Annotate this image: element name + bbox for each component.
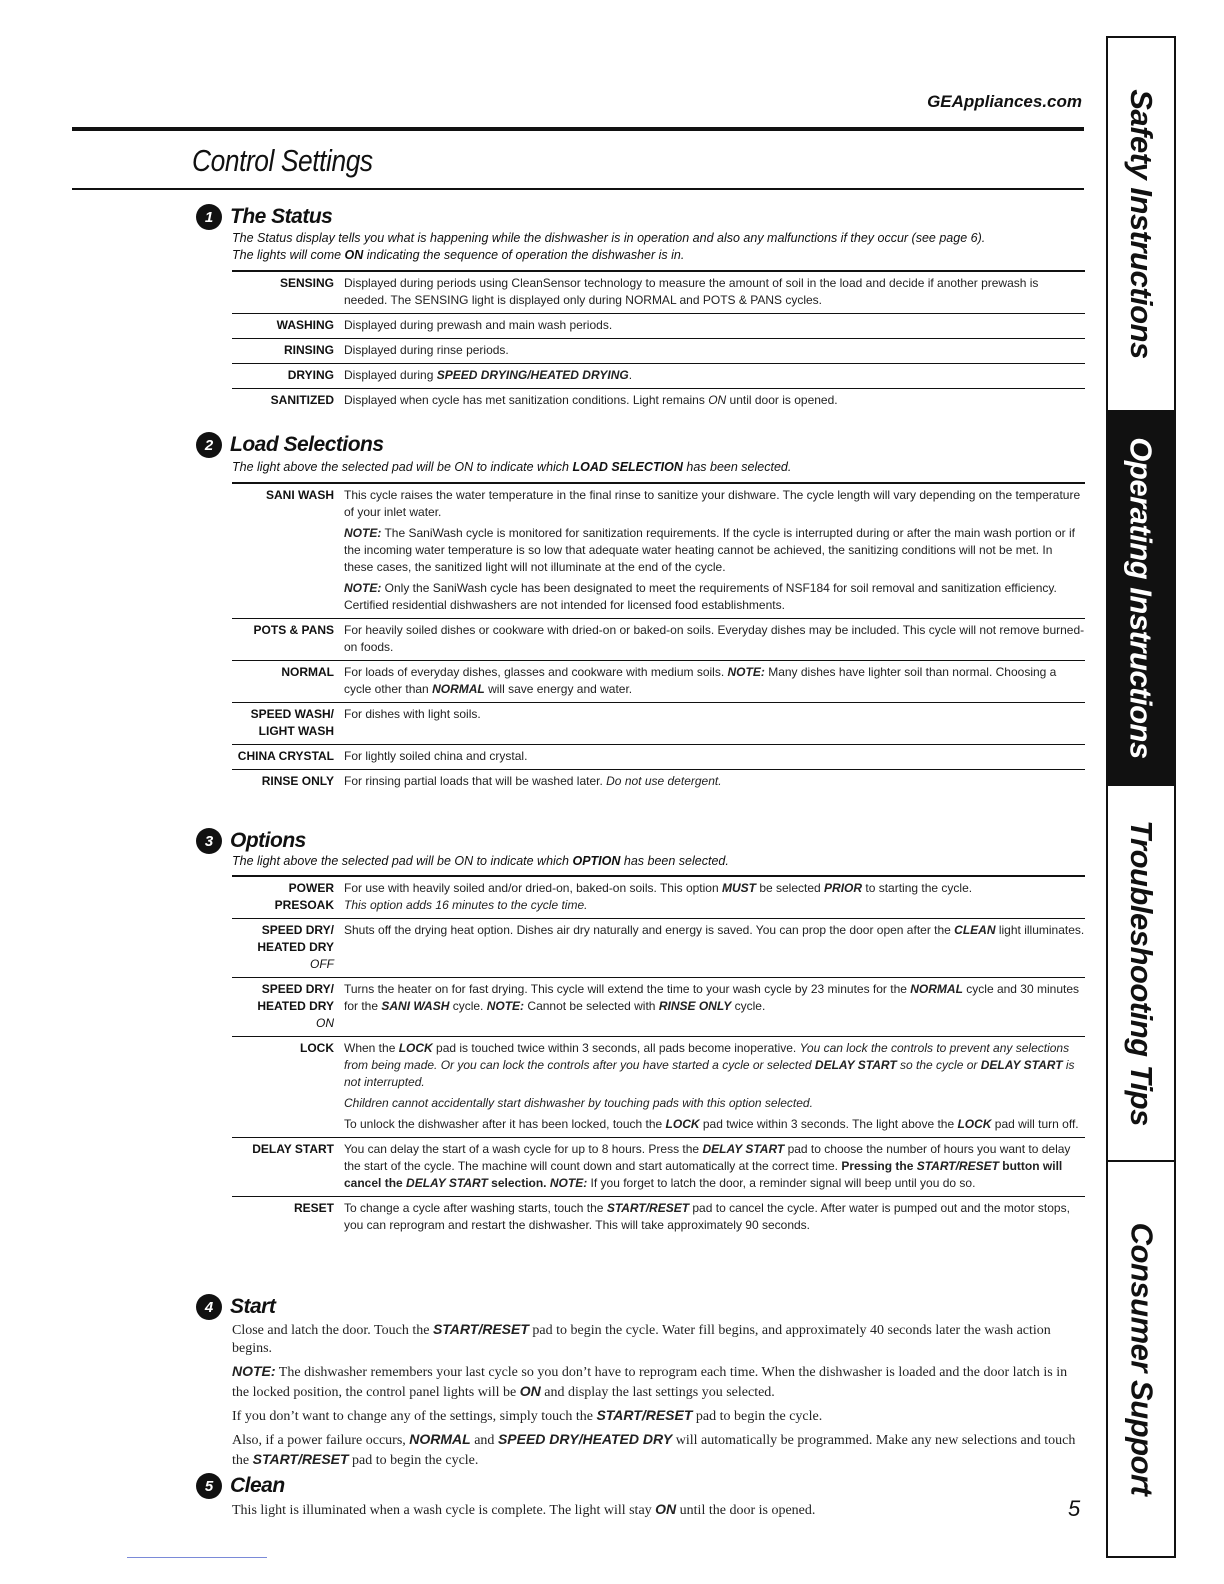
table-row: POWER PRESOAK For use with heavily soiled and/or dried-on, baked-on soils. This option MUST be selected PRIOR to starting the cycle. This option adds 16 minutes to the cycle time. <box>232 875 1085 918</box>
section-title: Clean <box>230 1474 285 1497</box>
table-row: POTS & PANS For heavily soiled dishes or cookware with dried-on or baked-on soils. Everyday dishes may be included. This cycle will not remove burned-on foods. <box>232 618 1085 660</box>
tab-troubleshooting-tips[interactable]: Troubleshooting Tips <box>1124 820 1159 1126</box>
status-heading <box>196 204 332 230</box>
table-row: SANITIZED Displayed when cycle has met sanitization conditions. Light remains ON until door is opened. <box>232 388 1085 413</box>
section-title: Load Selections <box>230 433 384 456</box>
options-heading <box>196 828 306 854</box>
table-row: RESET To change a cycle after washing starts, touch the START/RESET pad to cancel the cycle. After water is pumped out and the motor stops, you can reprogram and restart the dishwasher. This will take approximately 90 seconds. <box>232 1196 1085 1238</box>
page-number: 5 <box>1068 1496 1081 1521</box>
page-title: Control Settings <box>192 143 373 178</box>
site-url: GEAppliances.com <box>927 92 1082 111</box>
status-table <box>232 270 1085 413</box>
table-row: NORMAL For loads of everyday dishes, glasses and cookware with medium soils. NOTE: Many dishes have lighter soil than normal. Choosing a cycle other than NORMAL will save energy and water. <box>232 660 1085 702</box>
section-number-badge: 4 <box>196 1294 222 1320</box>
table-row: WASHING Displayed during prewash and main wash periods. <box>232 313 1085 338</box>
table-row: RINSE ONLY For rinsing partial loads that will be washed later. Do not use detergent. <box>232 769 1085 794</box>
table-row: CHINA CRYSTAL For lightly soiled china and crystal. <box>232 744 1085 769</box>
side-tabs <box>1106 36 1176 1558</box>
table-row: SANI WASH This cycle raises the water temperature in the final rinse to sanitize your dishware. The cycle length will vary depending on the temperature of your inlet water. NOTE: The SaniWash cycle is monitored for sanitization requirements. If the cycle is interrupted during or after the main wash portion or if the incoming water temperature is so low that adequate water heating cannot be achieved, the sanitizing conditions will not be met. In these cases, the sanitized light will not illuminate at the end of the cycle. NOTE: Only the SaniWash cycle has been designated to meet the requirements of NSF184 for soil removal and sanitization efficiency. Certified residential dishwashers are not intended for licensed food establishments. <box>232 482 1085 618</box>
section-number-badge: 1 <box>196 204 222 230</box>
load-heading <box>196 432 384 458</box>
load-intro: The light above the selected pad will be ON to indicate which LOAD SELECTION has been selected. <box>232 460 792 474</box>
table-row: RINSING Displayed during rinse periods. <box>232 338 1085 363</box>
table-row: LOCK When the LOCK pad is touched twice within 3 seconds, all pads become inoperative. You can lock the controls to prevent any selections from being made. Or you can lock the controls after you have started a cycle or selected DELAY START so the cycle or DELAY START is not interrupted. Children cannot accidentally start dishwasher by touching pads with this option selected. To unlock the dishwasher after it has been locked, touch the LOCK pad twice within 3 seconds. The light above the LOCK pad will turn off. <box>232 1036 1085 1137</box>
section-title: Start <box>230 1295 276 1318</box>
tab-consumer-support[interactable]: Consumer Support <box>1124 1222 1160 1496</box>
options-table <box>232 875 1085 1238</box>
section-title: Options <box>230 829 306 852</box>
table-row: SENSING Displayed during periods using CleanSensor technology to measure the amount of soil in the load and decide if another prewash is needed. The SENSING light is displayed only during NORMAL and POTS & PANS cycles. <box>232 270 1085 313</box>
table-row: SPEED WASH/ LIGHT WASH For dishes with light soils. <box>232 702 1085 744</box>
table-row: SPEED DRY/ HEATED DRY OFF Shuts off the drying heat option. Dishes air dry naturally and energy is saved. You can prop the door open after the CLEAN light illuminates. <box>232 918 1085 977</box>
section-number-badge: 2 <box>196 432 222 458</box>
tab-safety-instructions[interactable]: Safety Instructions <box>1124 89 1159 359</box>
table-row: SPEED DRY/ HEATED DRY ON Turns the heater on for fast drying. This cycle will extend the time to your wash cycle by 23 minutes for the NORMAL cycle and 30 minutes for the SANI WASH cycle. NOTE: Cannot be selected with RINSE ONLY cycle. <box>232 977 1085 1036</box>
start-heading <box>196 1294 275 1320</box>
clean-heading <box>196 1473 285 1499</box>
clean-body: This light is illuminated when a wash cycle is complete. The light will stay ON until the door is opened. <box>232 1501 816 1518</box>
section-number-badge: 5 <box>196 1473 222 1499</box>
options-intro: The light above the selected pad will be ON to indicate which OPTION has been selected. <box>232 854 729 868</box>
tab-operating-instructions[interactable]: Operating Instructions <box>1108 412 1174 784</box>
load-table <box>232 482 1085 794</box>
bottom-link-line <box>127 1557 267 1558</box>
table-row: DRYING Displayed during SPEED DRYING/HEATED DRYING. <box>232 363 1085 388</box>
top-rule <box>72 127 1084 131</box>
section-number-badge: 3 <box>196 828 222 854</box>
start-body: Close and latch the door. Touch the START/RESET pad to begin the cycle. Water fill begins, and approximately 40 seconds later the wash action begins. NOTE: The dishwasher remembers your last cycle so you don’t have to reprogram each time. When the dishwasher is loaded and the door latch is in the locked position, the control panel lights will be ON and display the last settings you selected. If you don’t want to change any of the settings, simply touch the START/RESET pad to begin the cycle. Also, if a power failure occurs, NORMAL and SPEED DRY/HEATED DRY will automatically be programmed. Make any new selections and touch the START/RESET pad to begin the cycle. <box>232 1321 1076 1468</box>
section-title: The Status <box>230 205 333 228</box>
status-intro: The Status display tells you what is happening while the dishwasher is in operation and also any malfunctions if they occur (see page 6). The lights will come ON indicating the sequence of operation the dishwasher is in. <box>232 231 986 262</box>
title-rule <box>72 188 1084 190</box>
table-row: DELAY START You can delay the start of a wash cycle for up to 8 hours. Press the DELAY START pad to choose the number of hours you want to delay the start of the cycle. The machine will count down and start automatically at the correct time. Pressing the START/RESET button will cancel the DELAY START selection. NOTE: If you forget to latch the door, a reminder signal will beep until you do so. <box>232 1137 1085 1196</box>
